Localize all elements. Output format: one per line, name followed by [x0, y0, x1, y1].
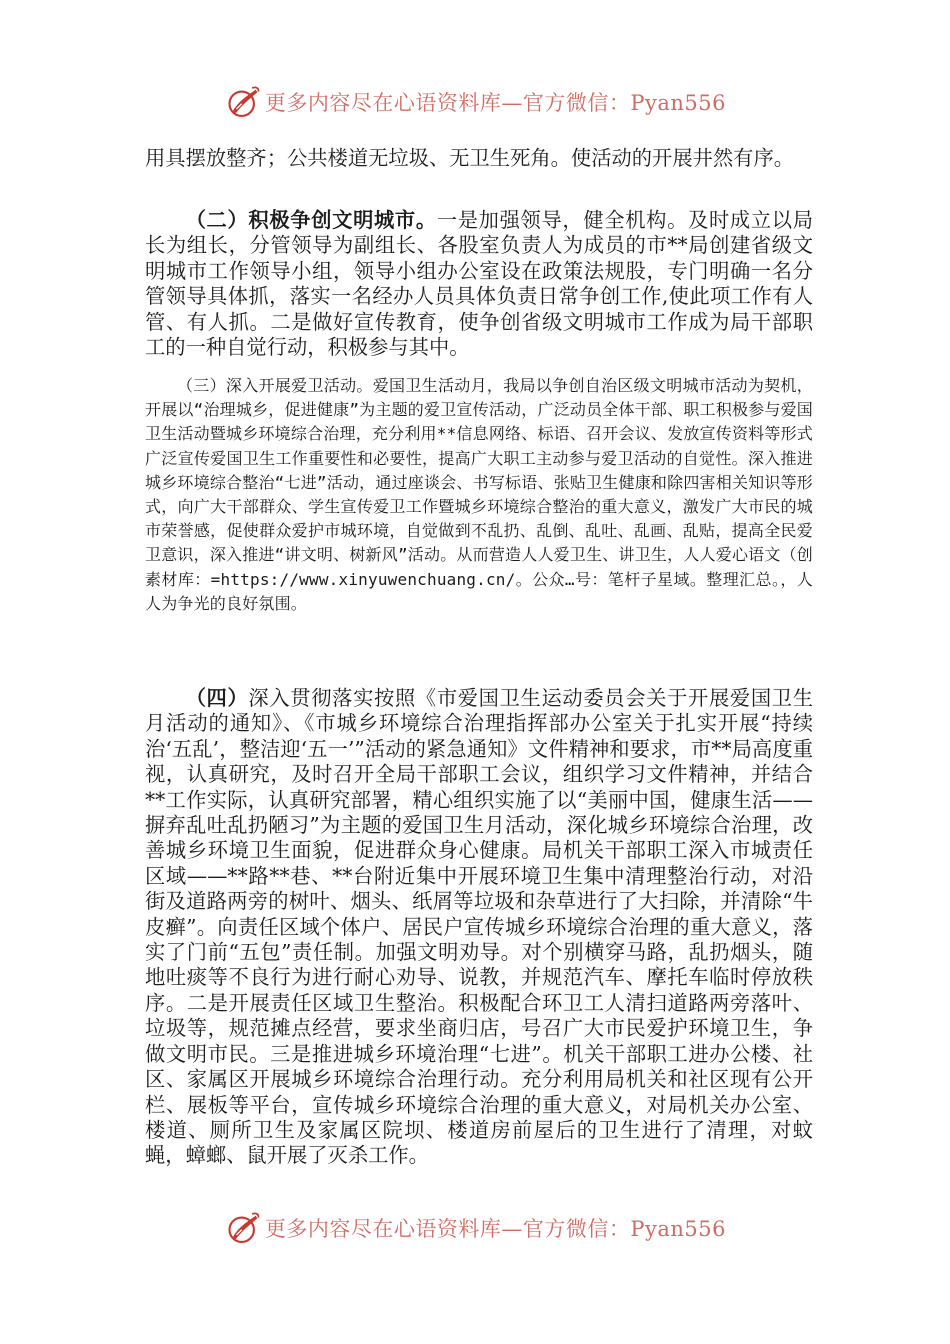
pen-nib-logo-icon	[226, 82, 261, 122]
watermark-banner-top	[226, 82, 726, 122]
watermark-text: 更多内容尽在心语资料库—官方微信：Pyan556	[264, 1217, 726, 1241]
pen-nib-logo-icon	[226, 1208, 261, 1248]
paragraph-2-heading: （二）积极争创文明城市。	[185, 208, 437, 232]
paragraph-1: 用具摆放整齐；公共楼道无垃圾、无卫生死角。使活动的开展井然有序。	[145, 146, 795, 170]
paragraph-2-body: 一是加强领导，健全机构。及时成立以局长为组长，分管领导为副组长、各股室负责人为成员的市**局创建省级文明城市工作领导小组，领导小组办公室设在政策法规股，专门明确一名分管领导具体抓，落实一名经办人员具体负责日常争创工作,使此项工作有人管、有人抓。二是做好宣传教育，使争创省级文明城市工作成为局干部职工的一种自觉行动，积极参与其中。	[145, 208, 813, 360]
paragraph-3: （三）深入开展爱卫活动。爱国卫生活动月，我局以争创自治区级文明城市活动为契机，开展以“治理城乡，促进健康”为主题的爱卫宣传活动，广泛动员全体干部、职工积极参与爱国卫生活动暨城乡环境综合治理，充分利用**信息网络、标语、召开会议、发放宣传资料等形式广泛宣传爱国卫生工作重要性和必要性，提高广大职工主动参与爱卫活动的自觉性。深入推进城乡环境综合整治“七进”活动，通过座谈会、书写标语、张贴卫生健康和除四害相关知识等形式，向广大干部群众、学生宣传爱卫工作暨城乡环境综合整治的重大意义，激发广大市民的城市荣誉感，促使群众爱护市城环境，自觉做到不乱扔、乱倒、乱吐、乱画、乱贴，提高全民爱卫意识，深入推进“讲文明、树新风”活动。从而营造人人爱卫生、讲卫生，人人爱心语文（创素材库：=https://www.xinyuwenchuang.cn/。公众…号：笔杆子星域。整理汇总。，人人为争光的良好氛围。	[145, 376, 813, 613]
paragraph-4-heading: （四）	[185, 686, 249, 710]
paragraph-2	[145, 208, 813, 360]
paragraph-4-body: 深入贯彻落实按照《市爱国卫生运动委员会关于开展爱国卫生月活动的通知》、《市城乡环境综合治理指挥部办公室关于扎实开展“持续治‘五乱’，整洁迎‘五一’”活动的紧急通知》文件精神和要求，市**局高度重视，认真研究，及时召开全局干部职工会议，组织学习文件精神，并结合**工作实际，认真研究部署，精心组织实施了以“美丽中国，健康生活——摒弃乱吐乱扔陋习”为主题的爱国卫生月活动，深化城乡环境综合治理，改善城乡环境卫生面貌，促进群众身心健康。局机关干部职工深入市城责任区域——**路**巷、**台附近集中开展环境卫生集中清理整治行动，对沿街及道路两旁的树叶、烟头、纸屑等垃圾和杂草进行了大扫除，并清除“牛皮癣”。向责任区域个体户、居民户宣传城乡环境综合治理的重大意义，落实了门前“五包”责任制。加强文明劝导。对个别横穿马路，乱扔烟头，随地吐痰等不良行为进行耐心劝导、说教，并规范汽车、摩托车临时停放秩序。二是开展责任区域卫生整治。积极配合环卫工人清扫道路两旁落叶、垃圾等，规范摊点经营，要求坐商归店，号召广大市民爱护环境卫生，争做文明市民。三是推进城乡环境治理“七进”。机关干部职工进办公楼、社区、家属区开展城乡环境综合治理行动。充分利用局机关和社区现有公开栏、展板等平台，宣传城乡环境综合治理的重大意义，对局机关办公室、楼道、厕所卫生及家属区院坝、楼道房前屋后的卫生进行了清理，对蚊蝇，蟑螂、鼠开展了灭杀工作。	[145, 686, 813, 1168]
watermark-banner-bottom	[226, 1208, 726, 1248]
watermark-text: 更多内容尽在心语资料库—官方微信：Pyan556	[264, 91, 726, 115]
paragraph-4	[145, 686, 813, 1169]
